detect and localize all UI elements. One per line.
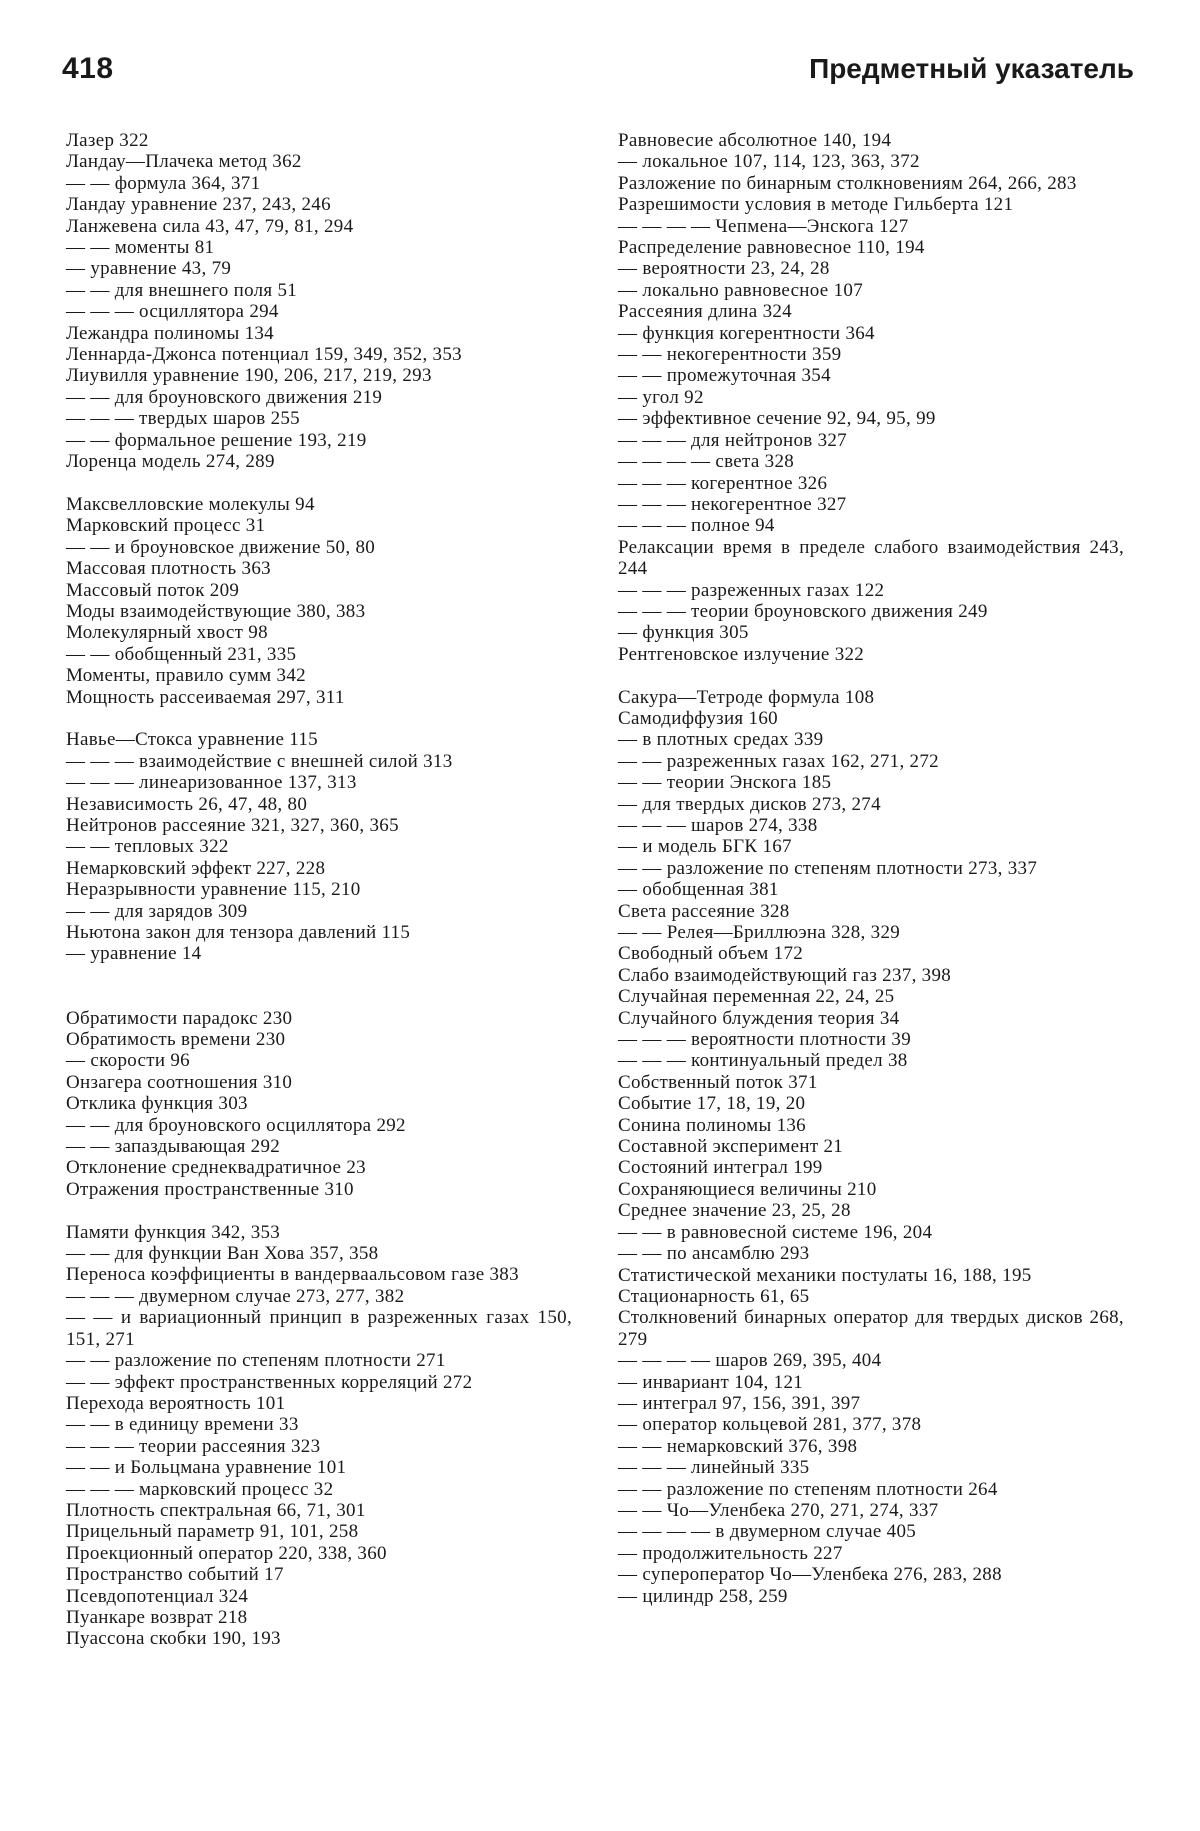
- index-entry: Сакура—Тетроде формула 108: [618, 686, 875, 708]
- index-entry: — — обобщенный 231, 335: [66, 643, 297, 665]
- index-entry: Ландау—Плачека метод 362: [66, 151, 302, 173]
- index-entry: — — — теории рассеяния 323: [66, 1435, 321, 1457]
- index-entry: — — — линеаризованное 137, 313: [66, 772, 357, 794]
- index-entry: Лиувилля уравнение 190, 206, 217, 219, 293: [66, 365, 432, 387]
- index-entry: — — для функции Ван Хова 357, 358: [66, 1243, 379, 1265]
- index-entry: Моды взаимодействующие 380, 383: [66, 600, 366, 622]
- index-entry: — — Релея—Бриллюэна 328, 329: [618, 922, 901, 944]
- index-entry: Распределение равновесное 110, 194: [618, 237, 925, 259]
- page-title: Предметный указатель: [809, 53, 1134, 84]
- index-entry: — — некогерентности 359: [618, 344, 842, 366]
- index-entry: — — — — в двумерном случае 405: [618, 1521, 917, 1543]
- index-entry: Плотность спектральная 66, 71, 301: [66, 1499, 366, 1521]
- index-column-right: [618, 130, 1124, 1607]
- index-entry: Сонина полиномы 136: [618, 1114, 806, 1136]
- index-entry: Самодиффузия 160: [618, 707, 778, 729]
- index-entry: Максвелловские молекулы 94: [66, 493, 315, 515]
- section-gap: [66, 965, 572, 1008]
- index-entry: — цилиндр 258, 259: [618, 1585, 788, 1607]
- index-entry: — оператор кольцевой 281, 377, 378: [618, 1414, 922, 1436]
- index-entry: Памяти функция 342, 353: [66, 1221, 281, 1243]
- index-entry: Ланжевена сила 43, 47, 79, 81, 294: [66, 215, 354, 237]
- index-entry: Состояний интеграл 199: [618, 1157, 823, 1179]
- index-entry: — — — марковский процесс 32: [66, 1478, 334, 1500]
- index-entry: — — — теории броуновского движения 249: [618, 600, 988, 622]
- index-entry: — супероператор Чо—Уленбека 276, 283, 288: [618, 1564, 1002, 1586]
- page-header: [62, 52, 1134, 96]
- index-entry: Молекулярный хвост 98: [66, 622, 268, 644]
- index-entry: Собственный поток 371: [618, 1071, 818, 1093]
- index-entry: — — — вероятности плотности 39: [618, 1029, 912, 1051]
- index-entry: — и модель БГК 167: [618, 836, 792, 858]
- index-entry: — — промежуточная 354: [618, 365, 831, 387]
- index-entry: — — эффект пространственных корреляций 272: [66, 1371, 473, 1393]
- section-gap: [66, 473, 572, 494]
- index-entry: Рассеяния длина 324: [618, 301, 792, 323]
- index-entry: Обратимости парадокс 230: [66, 1007, 293, 1029]
- section-gap: [66, 1200, 572, 1221]
- index-entry: — — — континуальный предел 38: [618, 1050, 908, 1072]
- index-entry: — — разложение по степеням плотности 264: [618, 1478, 998, 1500]
- index-entry: Слабо взаимодействующий газ 237, 398: [618, 964, 952, 986]
- index-entry: Отражения пространственные 310: [66, 1178, 354, 1200]
- index-entry: — — Чо—Уленбека 270, 271, 274, 337: [618, 1499, 939, 1521]
- index-entry: — уравнение 43, 79: [66, 258, 232, 280]
- index-entry: — — — — шаров 269, 395, 404: [618, 1350, 882, 1372]
- index-entry: — — немарковский 376, 398: [618, 1435, 858, 1457]
- index-entry: — вероятности 23, 24, 28: [618, 258, 830, 280]
- index-entry: Составной эксперимент 21: [618, 1136, 844, 1158]
- index-entry: — — — осциллятора 294: [66, 301, 279, 323]
- index-entry: — функция когерентности 364: [618, 322, 875, 344]
- index-entry: Рентгеновское излучение 322: [618, 643, 865, 665]
- index-entry: — — формальное решение 193, 219: [66, 429, 367, 451]
- index-entry: — — — полное 94: [618, 515, 775, 537]
- index-entry: Пуассона скобки 190, 193: [66, 1628, 281, 1650]
- index-entry: Лазер 322: [66, 130, 149, 151]
- index-entry: — — — некогерентное 327: [618, 493, 847, 515]
- index-entry: — инвариант 104, 121: [618, 1371, 804, 1393]
- index-entry: — обобщенная 381: [618, 879, 779, 901]
- index-entry: Лежандра полиномы 134: [66, 322, 274, 344]
- index-entry: Пространство событий 17: [66, 1564, 284, 1586]
- index-entry: Равновесие абсолютное 140, 194: [618, 130, 892, 151]
- index-entry: — эффективное сечение 92, 94, 95, 99: [618, 408, 936, 430]
- index-entry: Стационарность 61, 65: [618, 1285, 810, 1307]
- index-entry: Ньютона закон для тензора давлений 115: [66, 922, 411, 943]
- section-gap: [618, 665, 1124, 686]
- index-entry: Мощность рассеиваемая 297, 311: [66, 686, 345, 708]
- index-entry: Леннарда-Джонса потенциал 159, 349, 352, 353: [66, 344, 462, 366]
- index-entry: — интеграл 97, 156, 391, 397: [618, 1392, 861, 1414]
- index-entry: Свободный объем 172: [618, 943, 804, 965]
- index-entry: Навье—Стокса уравнение 115: [66, 729, 318, 751]
- index-entry: — — для внешнего поля 51: [66, 279, 298, 301]
- index-entry: — продолжительность 227: [618, 1542, 843, 1564]
- index-entry: — — — твердых шаров 255: [66, 408, 300, 430]
- index-entry: Пуанкаре возврат 218: [66, 1606, 248, 1628]
- index-entry: Псевдопотенциал 324: [66, 1585, 249, 1607]
- index-entry: — — — двумерном случае 273, 277, 382: [66, 1285, 405, 1307]
- index-entry: Релаксации время в пределе слабого взаимодействия 243, 244: [618, 536, 1124, 580]
- index-entry: Проекционный оператор 220, 338, 360: [66, 1542, 387, 1564]
- index-entry: — — в единицу времени 33: [66, 1414, 299, 1436]
- index-entry: — уравнение 14: [66, 943, 202, 965]
- index-entry: — — в равновесной системе 196, 204: [618, 1221, 933, 1243]
- index-entry: — — — когерентное 326: [618, 472, 828, 494]
- index-entry: Немарковский эффект 227, 228: [66, 857, 326, 879]
- index-entry: Марковский процесс 31: [66, 515, 266, 537]
- index-entry: — — моменты 81: [66, 237, 215, 259]
- index-entry: — — разложение по степеням плотности 271: [66, 1350, 446, 1372]
- index-entry: — — для зарядов 309: [66, 900, 248, 922]
- index-entry: Переноса коэффициенты в вандерваальсовом газе 383: [66, 1264, 519, 1286]
- index-entry: Моменты, правило сумм 342: [66, 665, 306, 687]
- index-entry: — — разреженных газах 162, 271, 272: [618, 750, 939, 772]
- index-entry: — — и Больцмана уравнение 101: [66, 1457, 347, 1479]
- index-entry: — — для броуновского осциллятора 292: [66, 1114, 406, 1136]
- index-entry: — — — разреженных газах 122: [618, 579, 885, 601]
- index-entry: Отклика функция 303: [66, 1093, 248, 1115]
- index-entry: Среднее значение 23, 25, 28: [618, 1200, 851, 1222]
- index-entry: Массовый поток 209: [66, 579, 240, 601]
- index-entry: — в плотных средах 339: [618, 729, 824, 751]
- index-entry: — — — шаров 274, 338: [618, 814, 818, 836]
- index-entry: — — — для нейтронов 327: [618, 429, 847, 451]
- index-entry: — локально равновесное 107: [618, 279, 863, 301]
- index-entry: Независимость 26, 47, 48, 80: [66, 793, 308, 815]
- index-entry: Сохраняющиеся величины 210: [618, 1178, 877, 1200]
- index-entry: Разложение по бинарным столкновениям 264, 266, 283: [618, 172, 1077, 194]
- index-entry: — — запаздывающая 292: [66, 1136, 281, 1158]
- index-entry: Света рассеяние 328: [618, 900, 790, 922]
- index-entry: — скорости 96: [66, 1050, 190, 1072]
- index-entry: — — — взаимодействие с внешней силой 313: [66, 750, 453, 772]
- index-entry: — локальное 107, 114, 123, 363, 372: [618, 151, 920, 173]
- index-entry: Случайная переменная 22, 24, 25: [618, 986, 895, 1008]
- index-entry: — — для броуновского движения 219: [66, 386, 383, 408]
- index-entry: Столкновений бинарных оператор для твердых дисков 268, 279: [618, 1307, 1124, 1350]
- index-entry: — угол 92: [618, 386, 704, 408]
- index-entry: Отклонение среднеквадратичное 23: [66, 1157, 366, 1179]
- index-entry: Лоренца модель 274, 289: [66, 451, 275, 473]
- index-entry: — для твердых дисков 273, 274: [618, 793, 881, 815]
- index-entry: Обратимость времени 230: [66, 1029, 286, 1051]
- index-entry: Перехода вероятность 101: [66, 1392, 286, 1414]
- index-entry: — — теории Энскога 185: [618, 772, 832, 794]
- index-entry: Событие 17, 18, 19, 20: [618, 1093, 806, 1115]
- index-entry: Разрешимости условия в методе Гильберта 121: [618, 194, 1014, 216]
- index-entry: Массовая плотность 363: [66, 558, 271, 580]
- index-entry: — функция 305: [618, 622, 749, 644]
- index-entry: — — разложение по степеням плотности 273, 337: [618, 857, 1038, 879]
- index-entry: Неразрывности уравнение 115, 210: [66, 879, 361, 901]
- index-entry: — — — — света 328: [618, 451, 795, 473]
- index-entry: — — и броуновское движение 50, 80: [66, 536, 376, 558]
- index-entry: Статистической механики постулаты 16, 188, 195: [618, 1264, 1032, 1286]
- index-entry: Ландау уравнение 237, 243, 246: [66, 194, 331, 216]
- index-entry: — — и вариационный принцип в разреженных газах 150, 151, 271: [66, 1307, 572, 1350]
- index-entry: Онзагера соотношения 310: [66, 1071, 293, 1093]
- index-entry: Нейтронов рассеяние 321, 327, 360, 365: [66, 814, 399, 836]
- section-gap: [66, 708, 572, 729]
- index-entry: — — по ансамблю 293: [618, 1243, 810, 1265]
- index-column-left: [66, 130, 572, 1650]
- index-entry: — — тепловых 322: [66, 836, 229, 858]
- page-number: 418: [62, 52, 114, 85]
- index-entry: — — формула 364, 371: [66, 172, 261, 194]
- index-entry: Прицельный параметр 91, 101, 258: [66, 1521, 359, 1543]
- index-entry: Случайного блуждения теория 34: [618, 1007, 900, 1029]
- index-entry: — — — — Чепмена—Энскога 127: [618, 215, 909, 237]
- index-entry: — — — линейный 335: [618, 1457, 810, 1479]
